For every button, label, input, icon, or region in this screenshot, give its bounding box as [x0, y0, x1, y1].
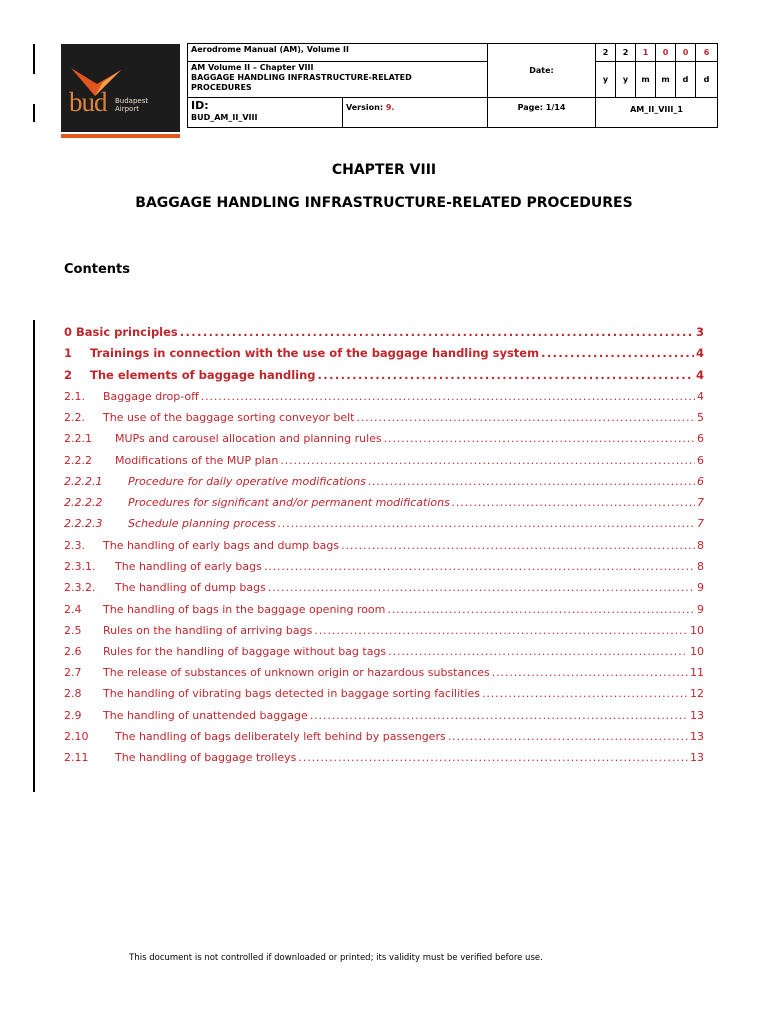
toc-entry-title: The handling of early bags [115, 560, 262, 573]
toc-entry[interactable] [64, 560, 704, 576]
toc-entry-number: 2.2. [64, 411, 85, 424]
toc-entry-number: 2.8 [64, 687, 82, 700]
toc-entry-title: Rules for the handling of baggage without bag tags [103, 645, 387, 658]
toc-entry[interactable] [64, 390, 704, 406]
toc-entry-page: 7 [697, 496, 704, 509]
date-letter-3: m [636, 62, 656, 98]
toc-entry[interactable] [64, 411, 704, 427]
toc-entry[interactable] [64, 730, 704, 746]
date-label: Date: [488, 44, 596, 98]
toc-entry[interactable] [64, 346, 704, 362]
toc-entry-title: The release of substances of unknown origin or hazardous substances [103, 666, 490, 679]
date-letter-1: y [596, 62, 616, 98]
toc-entry[interactable] [64, 645, 704, 661]
date-letter-6: d [696, 62, 718, 98]
toc-entry-page: 9 [697, 581, 704, 594]
toc-entry-number: 2.3. [64, 539, 85, 552]
toc-entry-number: 2.2.2.1 [64, 475, 103, 488]
toc-entry-number: 2.7 [64, 666, 82, 679]
toc-entry[interactable] [64, 454, 704, 470]
toc-entry-title: The handling of dump bags [115, 581, 266, 594]
toc-entry-page: 9 [697, 603, 704, 616]
date-digit-3: 1 [636, 44, 656, 62]
logo-wordmark: bud [69, 87, 107, 117]
toc-entry-page: 12 [690, 687, 704, 700]
toc-entry-number: 2.2.2 [64, 454, 92, 467]
toc-entry[interactable] [64, 432, 704, 448]
toc-entry-page: 5 [697, 411, 704, 424]
toc-leader-dots [368, 475, 695, 488]
toc-entry[interactable] [64, 581, 704, 597]
toc-leader-dots [448, 730, 688, 743]
toc-entry-number: 2.1. [64, 390, 85, 403]
toc-leader-dots [310, 709, 688, 722]
toc-leader-dots [384, 432, 695, 445]
date-digit-1: 2 [596, 44, 616, 62]
toc-entry-page: 13 [690, 730, 704, 743]
toc-leader-dots [387, 603, 695, 616]
toc-entry-number: 2 [64, 368, 73, 382]
toc-entry[interactable] [64, 517, 704, 533]
toc-entry-title: Schedule planning process [128, 517, 276, 530]
chapter-subtitle: BAGGAGE HANDLING INFRASTRUCTURE-RELATED PROCEDURES [135, 195, 633, 211]
toc-entry-number: 2.4 [64, 603, 82, 616]
toc-entry-number: 2.2.2.2 [64, 496, 103, 509]
toc-entry-page: 13 [690, 709, 704, 722]
toc-entry-title: Modifications of the MUP plan [115, 454, 279, 467]
toc-entry-title: The elements of baggage handling [90, 368, 316, 382]
toc-leader-dots [264, 560, 695, 573]
change-bar-mid [33, 104, 35, 122]
toc-entry-page: 4 [695, 346, 704, 360]
toc-leader-dots [388, 645, 688, 658]
toc-entry[interactable] [64, 475, 704, 491]
toc-entry-title: Rules on the handling of arriving bags [103, 624, 313, 637]
toc-entry-title: The use of the baggage sorting conveyor belt [103, 411, 355, 424]
toc-entry-page: 4 [695, 368, 704, 382]
toc-leader-dots [482, 687, 688, 700]
toc-entry[interactable] [64, 368, 704, 384]
toc-entry-title: The handling of vibrating bags detected in baggage sorting facilities [103, 687, 480, 700]
toc-entry-title: Procedure for daily operative modifications [128, 475, 366, 488]
toc-leader-dots [314, 624, 688, 637]
toc-entry-number: 2.3.2. [64, 581, 96, 594]
toc-entry[interactable] [64, 325, 704, 341]
toc-entry-title: MUPs and carousel allocation and planning rules [115, 432, 382, 445]
toc-entry[interactable] [64, 603, 704, 619]
toc-entry-number: 2.5 [64, 624, 82, 637]
toc-entry-number: 1 [64, 346, 73, 360]
toc-leader-dots [341, 539, 695, 552]
date-letter-4: m [656, 62, 676, 98]
logo-subtitle: Budapest Airport [115, 97, 149, 113]
toc-entry-number: 2.2.1 [64, 432, 92, 445]
toc-entry-number: 2.3.1. [64, 560, 96, 573]
toc-entry-number: 2.11 [64, 751, 89, 764]
toc-entry[interactable] [64, 687, 704, 703]
date-digit-5: 0 [676, 44, 696, 62]
contents-heading: Contents [64, 262, 130, 277]
toc-entry-page: 10 [690, 645, 704, 658]
toc-entry-number: 2.6 [64, 645, 82, 658]
toc-entry[interactable] [64, 496, 704, 512]
toc-leader-dots [492, 666, 688, 679]
toc-entry-title: The handling of baggage trolleys [115, 751, 297, 764]
toc-entry-page: 6 [697, 475, 704, 488]
toc-entry-page: 8 [697, 539, 704, 552]
toc-entry-number: 2.9 [64, 709, 82, 722]
version-cell: Version: 9. [343, 98, 488, 128]
toc-entry[interactable] [64, 666, 704, 682]
logo-underline [61, 134, 180, 138]
footer-disclaimer: This document is not controlled if downloaded or printed; its validity must be verified before use. [129, 953, 543, 963]
toc-leader-dots [356, 411, 695, 424]
toc-entry[interactable] [64, 709, 704, 725]
toc-leader-dots [298, 751, 688, 764]
toc-leader-dots [201, 390, 695, 403]
change-bar-toc [33, 320, 35, 792]
toc-leader-dots [278, 517, 695, 530]
toc-leader-dots [280, 454, 695, 467]
manual-title: Aerodrome Manual (AM), Volume II [188, 44, 488, 62]
date-digit-2: 2 [616, 44, 636, 62]
date-digit-6: 6 [696, 44, 718, 62]
budapest-airport-logo [61, 44, 180, 132]
document-code: AM_II_VIII_1 [596, 98, 718, 128]
toc-entry[interactable] [64, 539, 704, 555]
toc-leader-dots [180, 325, 694, 339]
toc-entry-title: Baggage drop-off [103, 390, 199, 403]
chapter-info: AM Volume II – Chapter VIII BAGGAGE HANDLING INFRASTRUCTURE-RELATED PROCEDURES [188, 62, 488, 98]
chapter-heading: CHAPTER VIII [331, 162, 437, 178]
toc-entry-page: 7 [697, 517, 704, 530]
id-cell: ID: BUD_AM_II_VIII [188, 98, 343, 128]
page-number: Page: 1/14 [488, 98, 596, 128]
date-letter-2: y [616, 62, 636, 98]
toc-entry-title: The handling of early bags and dump bags [103, 539, 340, 552]
toc-entry-page: 11 [690, 666, 704, 679]
toc-leader-dots [452, 496, 695, 509]
date-letter-5: d [676, 62, 696, 98]
toc-entry-page: 3 [695, 325, 704, 339]
toc-leader-dots [318, 368, 694, 382]
toc-entry-title: The handling of bags deliberately left behind by passengers [115, 730, 446, 743]
toc-leader-dots [541, 346, 694, 360]
toc-entry-title: Trainings in connection with the use of the baggage handling system [90, 346, 540, 360]
toc-entry-page: 4 [697, 390, 704, 403]
date-digit-4: 0 [656, 44, 676, 62]
toc-entry-title: The handling of unattended baggage [103, 709, 308, 722]
toc-entry[interactable] [64, 751, 704, 767]
change-bar-top [33, 44, 35, 74]
toc-entry-page: 13 [690, 751, 704, 764]
toc-entry-page: 10 [690, 624, 704, 637]
toc-entry-page: 8 [697, 560, 704, 573]
toc-entry-number: 0 [64, 325, 73, 339]
toc-entry[interactable] [64, 624, 704, 640]
toc-entry-title: Basic principles [76, 325, 178, 339]
toc-entry-page: 6 [697, 432, 704, 445]
document-header-table [187, 43, 718, 128]
toc-leader-dots [268, 581, 695, 594]
toc-entry-title: Procedures for significant and/or permanent modifications [128, 496, 450, 509]
toc-entry-title: The handling of bags in the baggage opening room [103, 603, 386, 616]
toc-entry-number: 2.2.2.3 [64, 517, 103, 530]
toc-entry-number: 2.10 [64, 730, 89, 743]
toc-entry-page: 6 [697, 454, 704, 467]
